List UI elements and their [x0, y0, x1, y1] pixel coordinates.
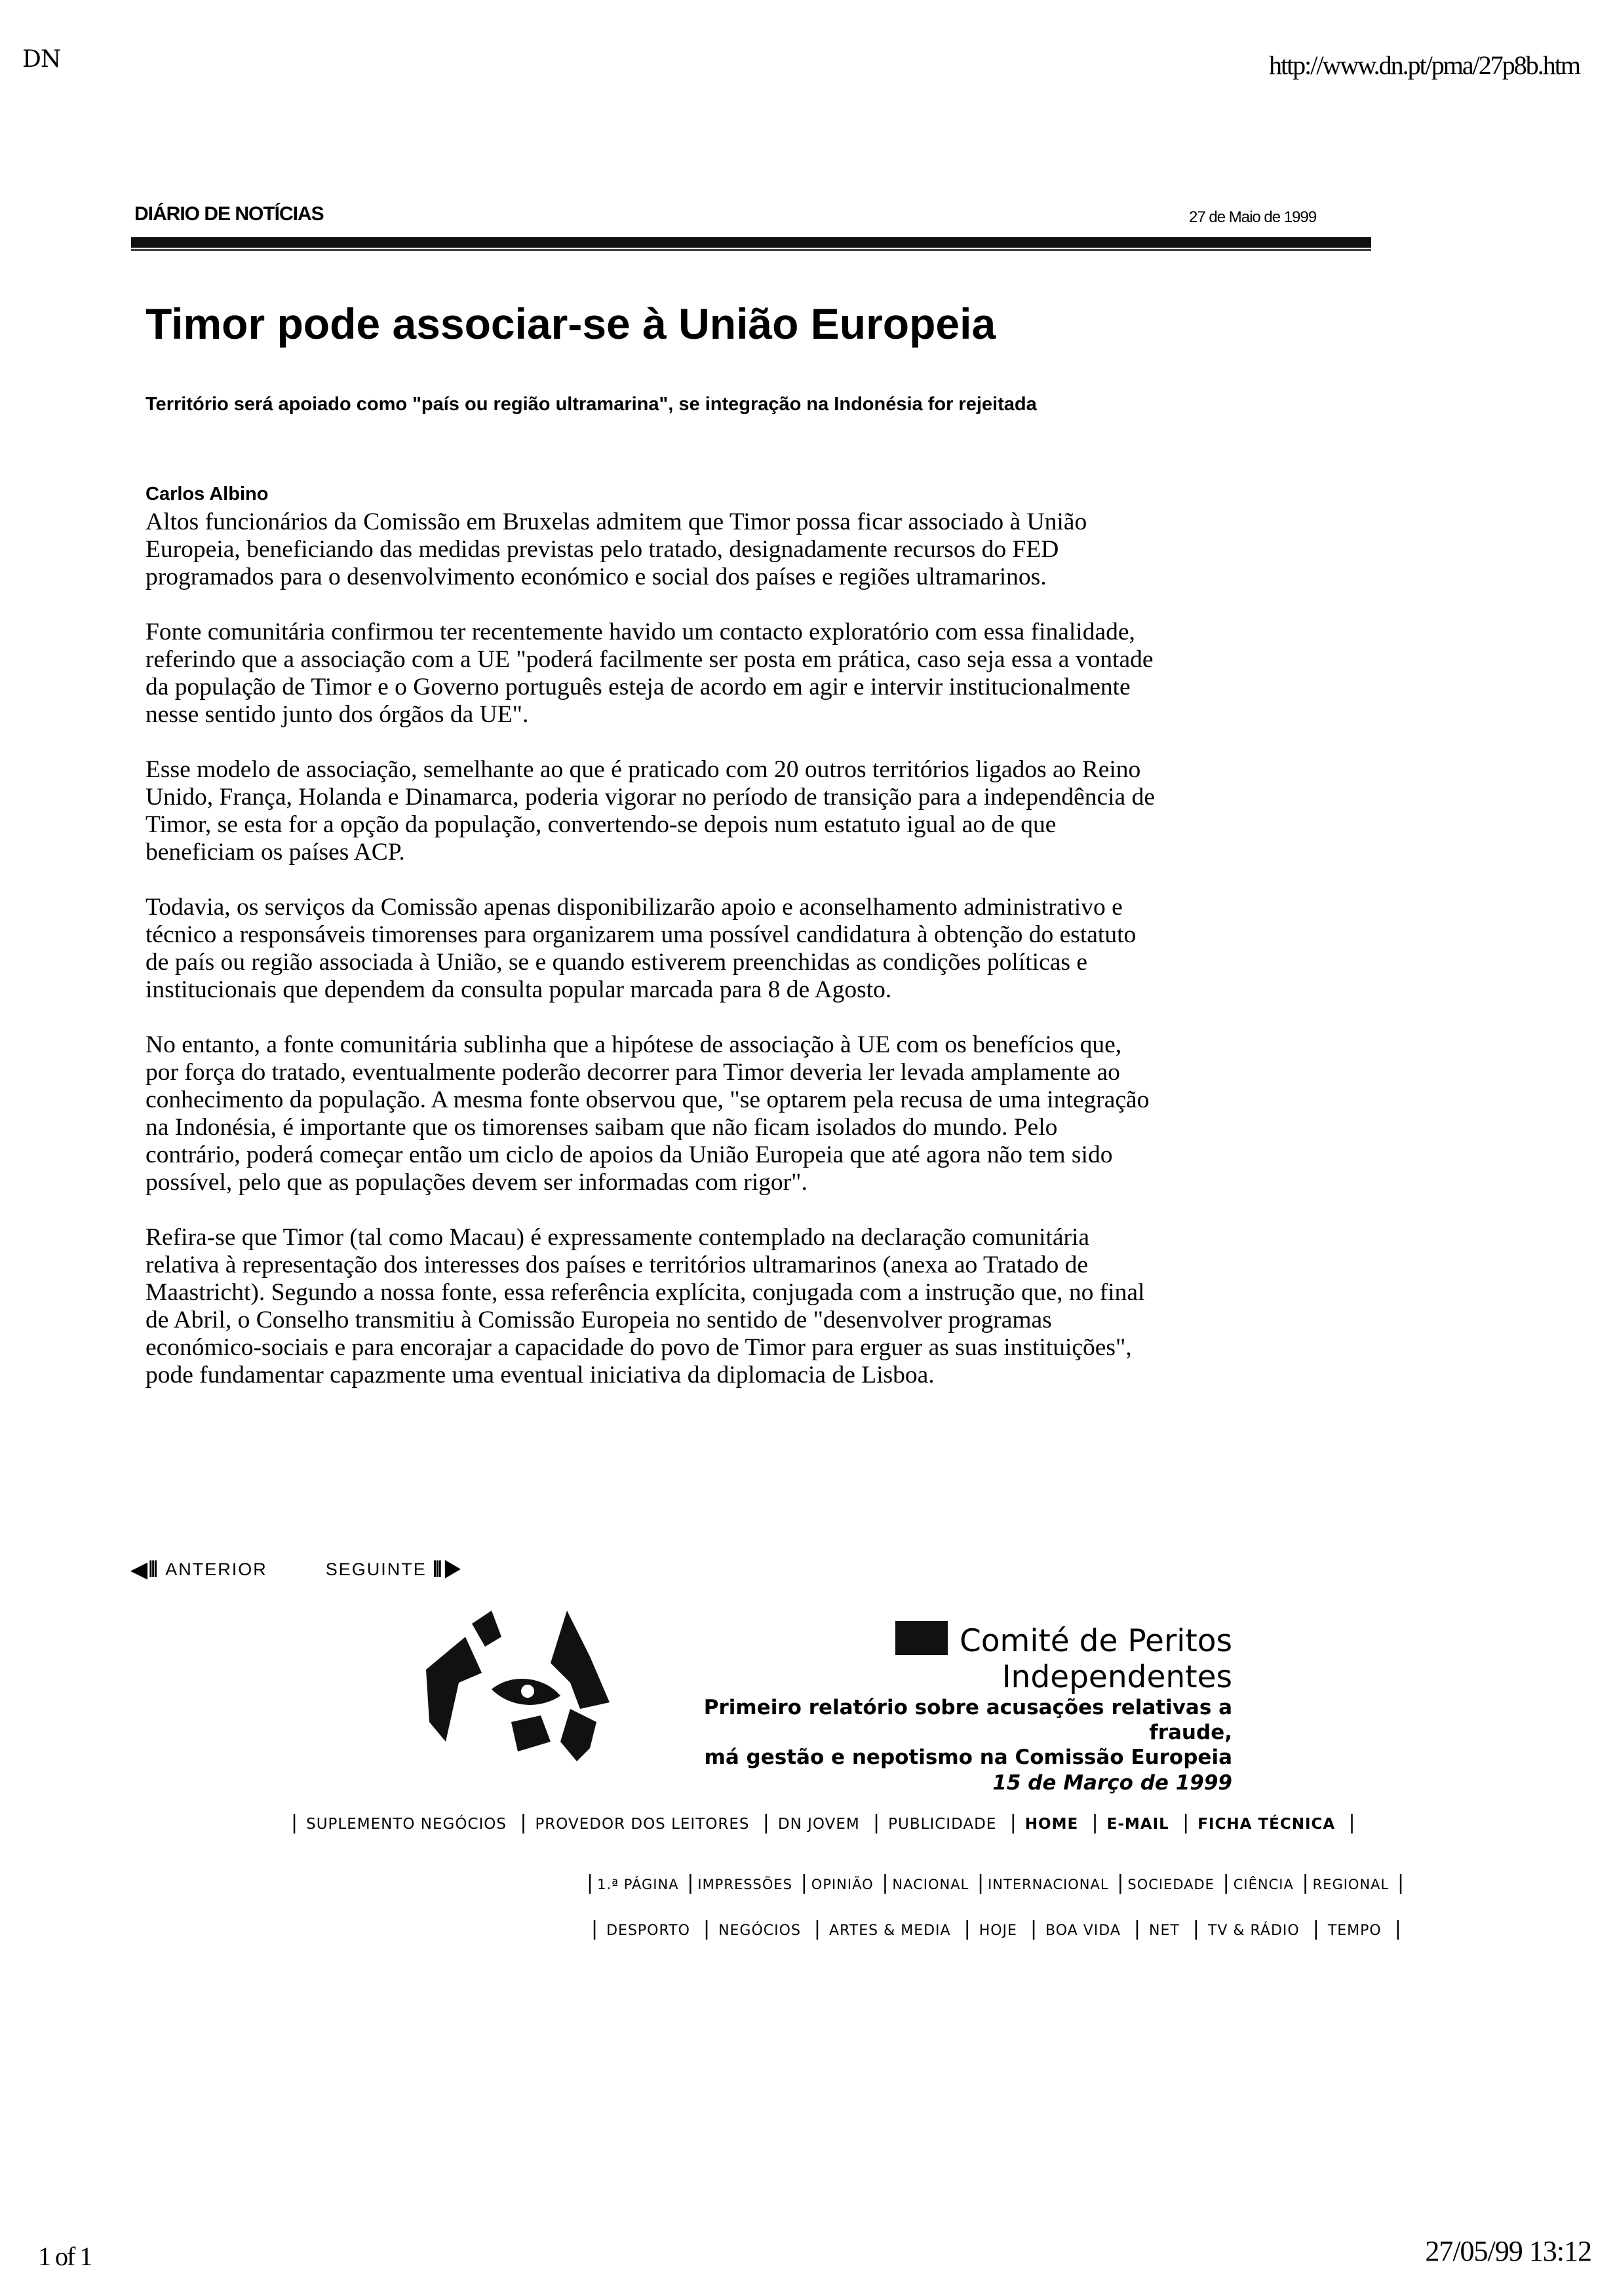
nav-link-provedor-dos-leitores[interactable]: PROVEDOR DOS LEITORES	[535, 1816, 750, 1833]
article-paragraph: No entanto, a fonte comunitária sublinha que a hipótese de associação à UE com os benefícios que, por força do tratado, eventualmente poderão decorrer para Timor deveria ler levada amplamente ao conhecimento da população. A mesma fonte observou que, "se optarem pela recusa de uma integração na Indonésia, é importante que os timorenses saibam que não ficam isolados do mundo. Pelo contrário, poderá começar então um ciclo de apoios da União Europeia que até agora não tem sido possível, pelo que as populações devem ser informadas com rigor".	[146, 1031, 1150, 1196]
article-headline: Timor pode associar-se à União Europeia	[146, 299, 996, 348]
nav-link-ciencia[interactable]: CIÊNCIA	[1233, 1877, 1294, 1892]
nav-link-desporto[interactable]: DESPORTO	[606, 1923, 690, 1939]
publication-date: 27 de Maio de 1999	[1189, 208, 1317, 226]
article-paragraph: Fonte comunitária confirmou ter recentemente havido um contacto exploratório com essa finalidade, referindo que a associação com a UE "poderá facilmente ser posta em prática, caso seja essa a vontade da população de Timor e o Governo português esteja de acordo em agir e intervir institucionalmente nesse sentido junto dos órgãos da UE".	[146, 619, 1154, 728]
nav-link-suplemento-negocios[interactable]: SUPLEMENTO NEGÓCIOS	[306, 1816, 507, 1833]
nav-link-ficha-tecnica[interactable]: FICHA TÉCNICA	[1197, 1816, 1336, 1833]
next-link[interactable]	[326, 1558, 463, 1582]
nav-link-boa-vida[interactable]: BOA VIDA	[1045, 1923, 1121, 1939]
article-body	[146, 508, 1155, 1417]
nav-link-artes-media[interactable]: ARTES & MEDIA	[829, 1923, 951, 1939]
nav-row-sections-2: | DESPORTO | NEGÓCIOS | ARTES & MEDIA | HOJE | BOA VIDA | NET | TV & RÁDIO | TEMPO |	[591, 1917, 1402, 1940]
article-pager	[131, 1557, 463, 1582]
article-subtitle: Território será apoiado como "país ou região ultramarina", se integração na Indonésia for rejeitada	[146, 394, 1037, 415]
nav-link-email[interactable]: E-MAIL	[1106, 1816, 1169, 1833]
print-footer-page-count: 1 of 1	[38, 2242, 92, 2271]
nav-link-hoje[interactable]: HOJE	[979, 1923, 1017, 1939]
nav-link-tempo[interactable]: TEMPO	[1327, 1923, 1382, 1939]
committee-name-row	[662, 1621, 1232, 1695]
nav-row-services: | SUPLEMENTO NEGÓCIOS | PROVEDOR DOS LEITORES | DN JOVEM | PUBLICIDADE | HOME | E-MAIL | FICHA TÉCNICA |	[291, 1811, 1356, 1834]
committee-report-line-2: má gestão e nepotismo na Comissão Europeia	[704, 1746, 1232, 1769]
article-paragraph: Altos funcionários da Comissão em Bruxelas admitem que Timor possa ficar associado à União Europeia, beneficiando das medidas previstas pelo tratado, designadamente recursos do FED programados para o desenvolvimento económico e social dos países e regiões ultramarinos.	[146, 508, 1087, 590]
nav-link-impressoes[interactable]: IMPRESSÕES	[697, 1877, 792, 1892]
nav-link-dn-jovem[interactable]: DN JOVEM	[777, 1816, 860, 1833]
article-paragraph: Todavia, os serviços da Comissão apenas disponibilizarão apoio e aconselhamento administrativo e técnico a responsáveis timorenses para organizarem uma possível candidatura à obtenção do estatuto de país ou região associada à União, se e quando estiverem preenchidas as condições políticas e institucionais que dependem da consulta popular marcada para 8 de Agosto.	[146, 894, 1137, 1003]
print-header-site-code: DN	[22, 46, 61, 73]
nav-row-sections: | 1.ª PÁGINA | IMPRESSÕES | OPINIÃO | NACIONAL | INTERNACIONAL | SOCIEDADE | CIÊNCIA | REGIONAL |	[587, 1871, 1405, 1894]
nav-link-opiniao[interactable]: OPINIÃO	[811, 1877, 874, 1892]
next-label: SEGUINTE	[325, 1559, 427, 1579]
nav-link-tv-radio[interactable]: TV & RÁDIO	[1207, 1923, 1300, 1939]
committee-banner[interactable]	[662, 1621, 1232, 1796]
nav-link-regional[interactable]: REGIONAL	[1312, 1877, 1390, 1892]
print-footer-timestamp: 27/05/99 13:12	[1425, 2235, 1591, 2267]
nav-link-net[interactable]: NET	[1148, 1923, 1180, 1939]
arrow-left-icon: ◀⦀	[131, 1558, 159, 1581]
nav-link-internacional[interactable]: INTERNACIONAL	[988, 1877, 1109, 1892]
masthead-rule	[131, 237, 1371, 248]
nav-link-home[interactable]: HOME	[1024, 1816, 1079, 1833]
nav-link-negocios[interactable]: NEGÓCIOS	[718, 1923, 801, 1939]
article-paragraph: Esse modelo de associação, semelhante ao que é praticado com 20 outros territórios ligados ao Reino Unido, França, Holanda e Dinamarca, poderia vigorar no período de transição para a independência de Timor, se esta for a opção da população, convertendo-se depois num estatuto igual ao de que beneficiam os países ACP.	[146, 756, 1155, 866]
masthead-rule-thin	[131, 249, 1371, 251]
masthead-title[interactable]: DIÁRIO DE NOTÍCIAS	[134, 203, 324, 225]
committee-report-line-1: Primeiro relatório sobre acusações relativas a fraude,	[703, 1696, 1232, 1744]
arrow-right-icon: ⦀▶	[433, 1557, 463, 1581]
previous-link[interactable]	[131, 1557, 267, 1582]
print-header-url[interactable]: http://www.dn.pt/pma/27p8b.htm	[1268, 50, 1580, 80]
committee-report-date: 15 de Março de 1999	[992, 1771, 1232, 1795]
nav-link-primeira-pagina[interactable]: 1.ª PÁGINA	[597, 1877, 679, 1892]
previous-label: ANTERIOR	[165, 1559, 267, 1579]
committee-name: Comité de Peritos Independentes	[959, 1623, 1232, 1695]
eu-flag-icon	[895, 1621, 948, 1655]
article-author: Carlos Albino	[146, 484, 269, 505]
nav-link-nacional[interactable]: NACIONAL	[892, 1877, 969, 1892]
nav-link-publicidade[interactable]: PUBLICIDADE	[888, 1816, 997, 1833]
committee-logo-icon[interactable]	[419, 1611, 610, 1768]
nav-link-sociedade[interactable]: SOCIEDADE	[1127, 1877, 1215, 1892]
article-paragraph: Refira-se que Timor (tal como Macau) é expressamente contemplado na declaração comunitária relativa à representação dos interesses dos países e territórios ultramarinos (anexa ao Tratado de Maastricht). Segundo a nossa fonte, essa referência explícita, conjugada com a instrução que, no final de Abril, o Conselho transmitiu à Comissão Europeia no sentido de "desenvolver programas económico-sociais e para encorajar a capacidade do povo de Timor para erguer as suas instituições", pode fundamentar capazmente uma eventual iniciativa da diplomacia de Lisboa.	[146, 1224, 1145, 1388]
